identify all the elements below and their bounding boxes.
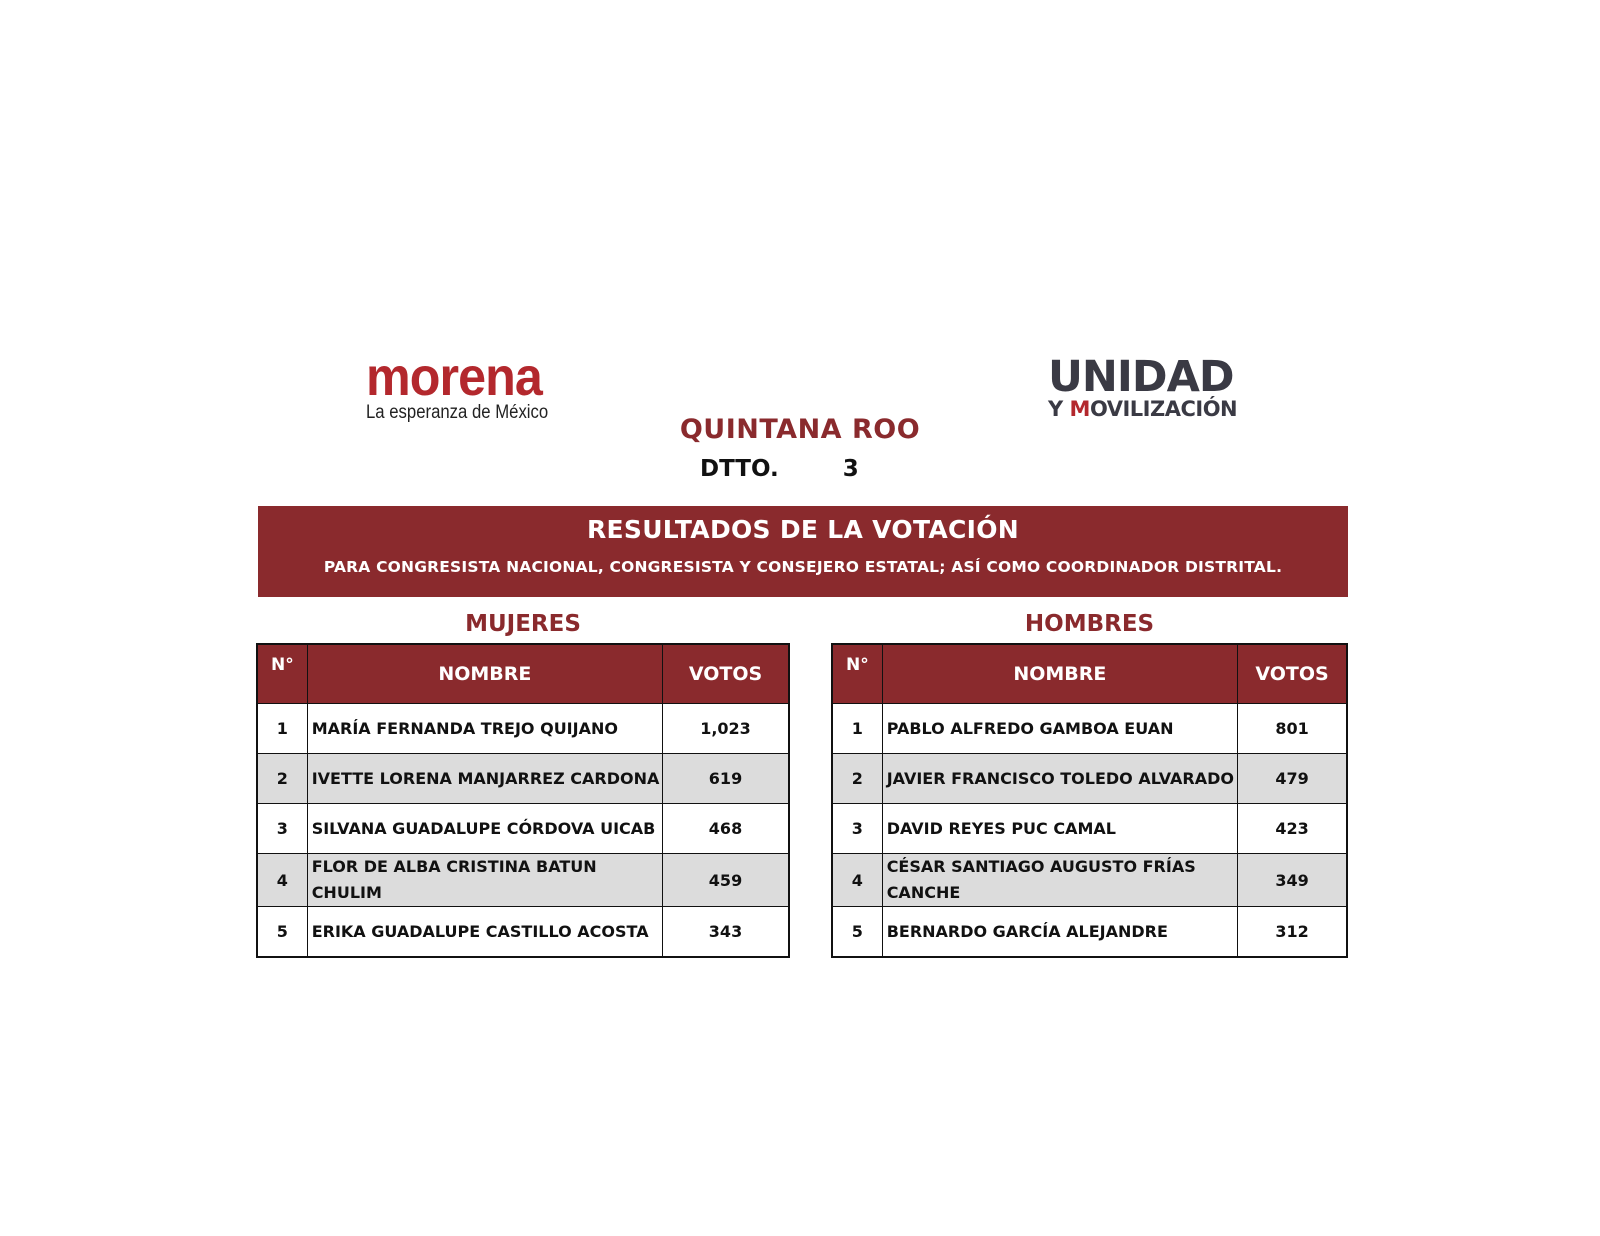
morena-logo-tagline: La esperanza de México [366, 402, 549, 423]
table-row [257, 907, 789, 958]
district-line [700, 456, 859, 482]
vote-count: 479 [1238, 754, 1347, 804]
vote-count: 468 [663, 804, 789, 854]
row-number: 4 [257, 854, 307, 907]
vote-count: 349 [1238, 854, 1347, 907]
morena-logo-word: morena [366, 347, 542, 407]
row-number: 3 [832, 804, 882, 854]
vote-count: 312 [1238, 907, 1347, 958]
banner-subtitle: PARA CONGRESISTA NACIONAL, CONGRESISTA Y CONSEJERO ESTATAL; ASÍ COMO COORDINADOR DISTRITAL. [323, 558, 1283, 576]
row-number: 5 [832, 907, 882, 958]
table-header-row [832, 644, 1347, 704]
candidate-name: JAVIER FRANCISCO TOLEDO ALVARADO [882, 754, 1237, 804]
col-header-name: NOMBRE [307, 644, 662, 704]
men-results-table [831, 643, 1348, 958]
vote-count: 1,023 [663, 704, 789, 754]
candidate-name: DAVID REYES PUC CAMAL [882, 804, 1237, 854]
col-header-votes: VOTOS [663, 644, 789, 704]
table-row [832, 704, 1347, 754]
table-row [257, 754, 789, 804]
vote-count: 801 [1238, 704, 1347, 754]
candidate-name: IVETTE LORENA MANJARREZ CARDONA [307, 754, 662, 804]
results-banner [258, 506, 1348, 597]
col-header-name: NOMBRE [882, 644, 1237, 704]
table-row [257, 704, 789, 754]
men-section-title: HOMBRES [1024, 611, 1155, 637]
candidate-name: BERNARDO GARCÍA ALEJANDRE [882, 907, 1237, 958]
table-row [832, 804, 1347, 854]
row-number: 2 [832, 754, 882, 804]
row-number: 5 [257, 907, 307, 958]
banner-title: RESULTADOS DE LA VOTACIÓN [586, 515, 1020, 544]
vote-count: 343 [663, 907, 789, 958]
table-row [257, 854, 789, 907]
col-header-num: N° [832, 644, 882, 704]
unidad-logo-line2-accent: M [1069, 397, 1090, 421]
row-number: 1 [832, 704, 882, 754]
unidad-logo-line2 [1048, 398, 1248, 420]
col-header-num: N° [257, 644, 307, 704]
candidate-name: PABLO ALFREDO GAMBOA EUAN [882, 704, 1237, 754]
col-header-votes: VOTOS [1238, 644, 1347, 704]
row-number: 1 [257, 704, 307, 754]
candidate-name: MARÍA FERNANDA TREJO QUIJANO [307, 704, 662, 754]
vote-count: 423 [1238, 804, 1347, 854]
table-row [832, 854, 1347, 907]
morena-logo [366, 347, 566, 424]
candidate-name: CÉSAR SANTIAGO AUGUSTO FRÍAS CANCHE [882, 854, 1237, 907]
row-number: 3 [257, 804, 307, 854]
table-row [832, 907, 1347, 958]
table-header-row [257, 644, 789, 704]
candidate-name: SILVANA GUADALUPE CÓRDOVA UICAB [307, 804, 662, 854]
table-row [257, 804, 789, 854]
women-section-title: MUJERES [465, 611, 581, 637]
row-number: 2 [257, 754, 307, 804]
table-row [832, 754, 1347, 804]
vote-count: 459 [663, 854, 789, 907]
unidad-logo-line1: UNIDAD [1048, 352, 1234, 402]
unidad-movilizacion-logo [1048, 352, 1248, 421]
district-number: 3 [842, 456, 859, 482]
district-label: DTTO. [700, 456, 779, 482]
row-number: 4 [832, 854, 882, 907]
state-title: QUINTANA ROO [679, 414, 921, 445]
unidad-logo-line2-prefix: Y [1048, 397, 1070, 421]
unidad-logo-line2-rest: OVILIZACIÓN [1089, 397, 1238, 421]
women-results-table [256, 643, 790, 958]
candidate-name: FLOR DE ALBA CRISTINA BATUN CHULIM [307, 854, 662, 907]
vote-count: 619 [663, 754, 789, 804]
candidate-name: ERIKA GUADALUPE CASTILLO ACOSTA [307, 907, 662, 958]
